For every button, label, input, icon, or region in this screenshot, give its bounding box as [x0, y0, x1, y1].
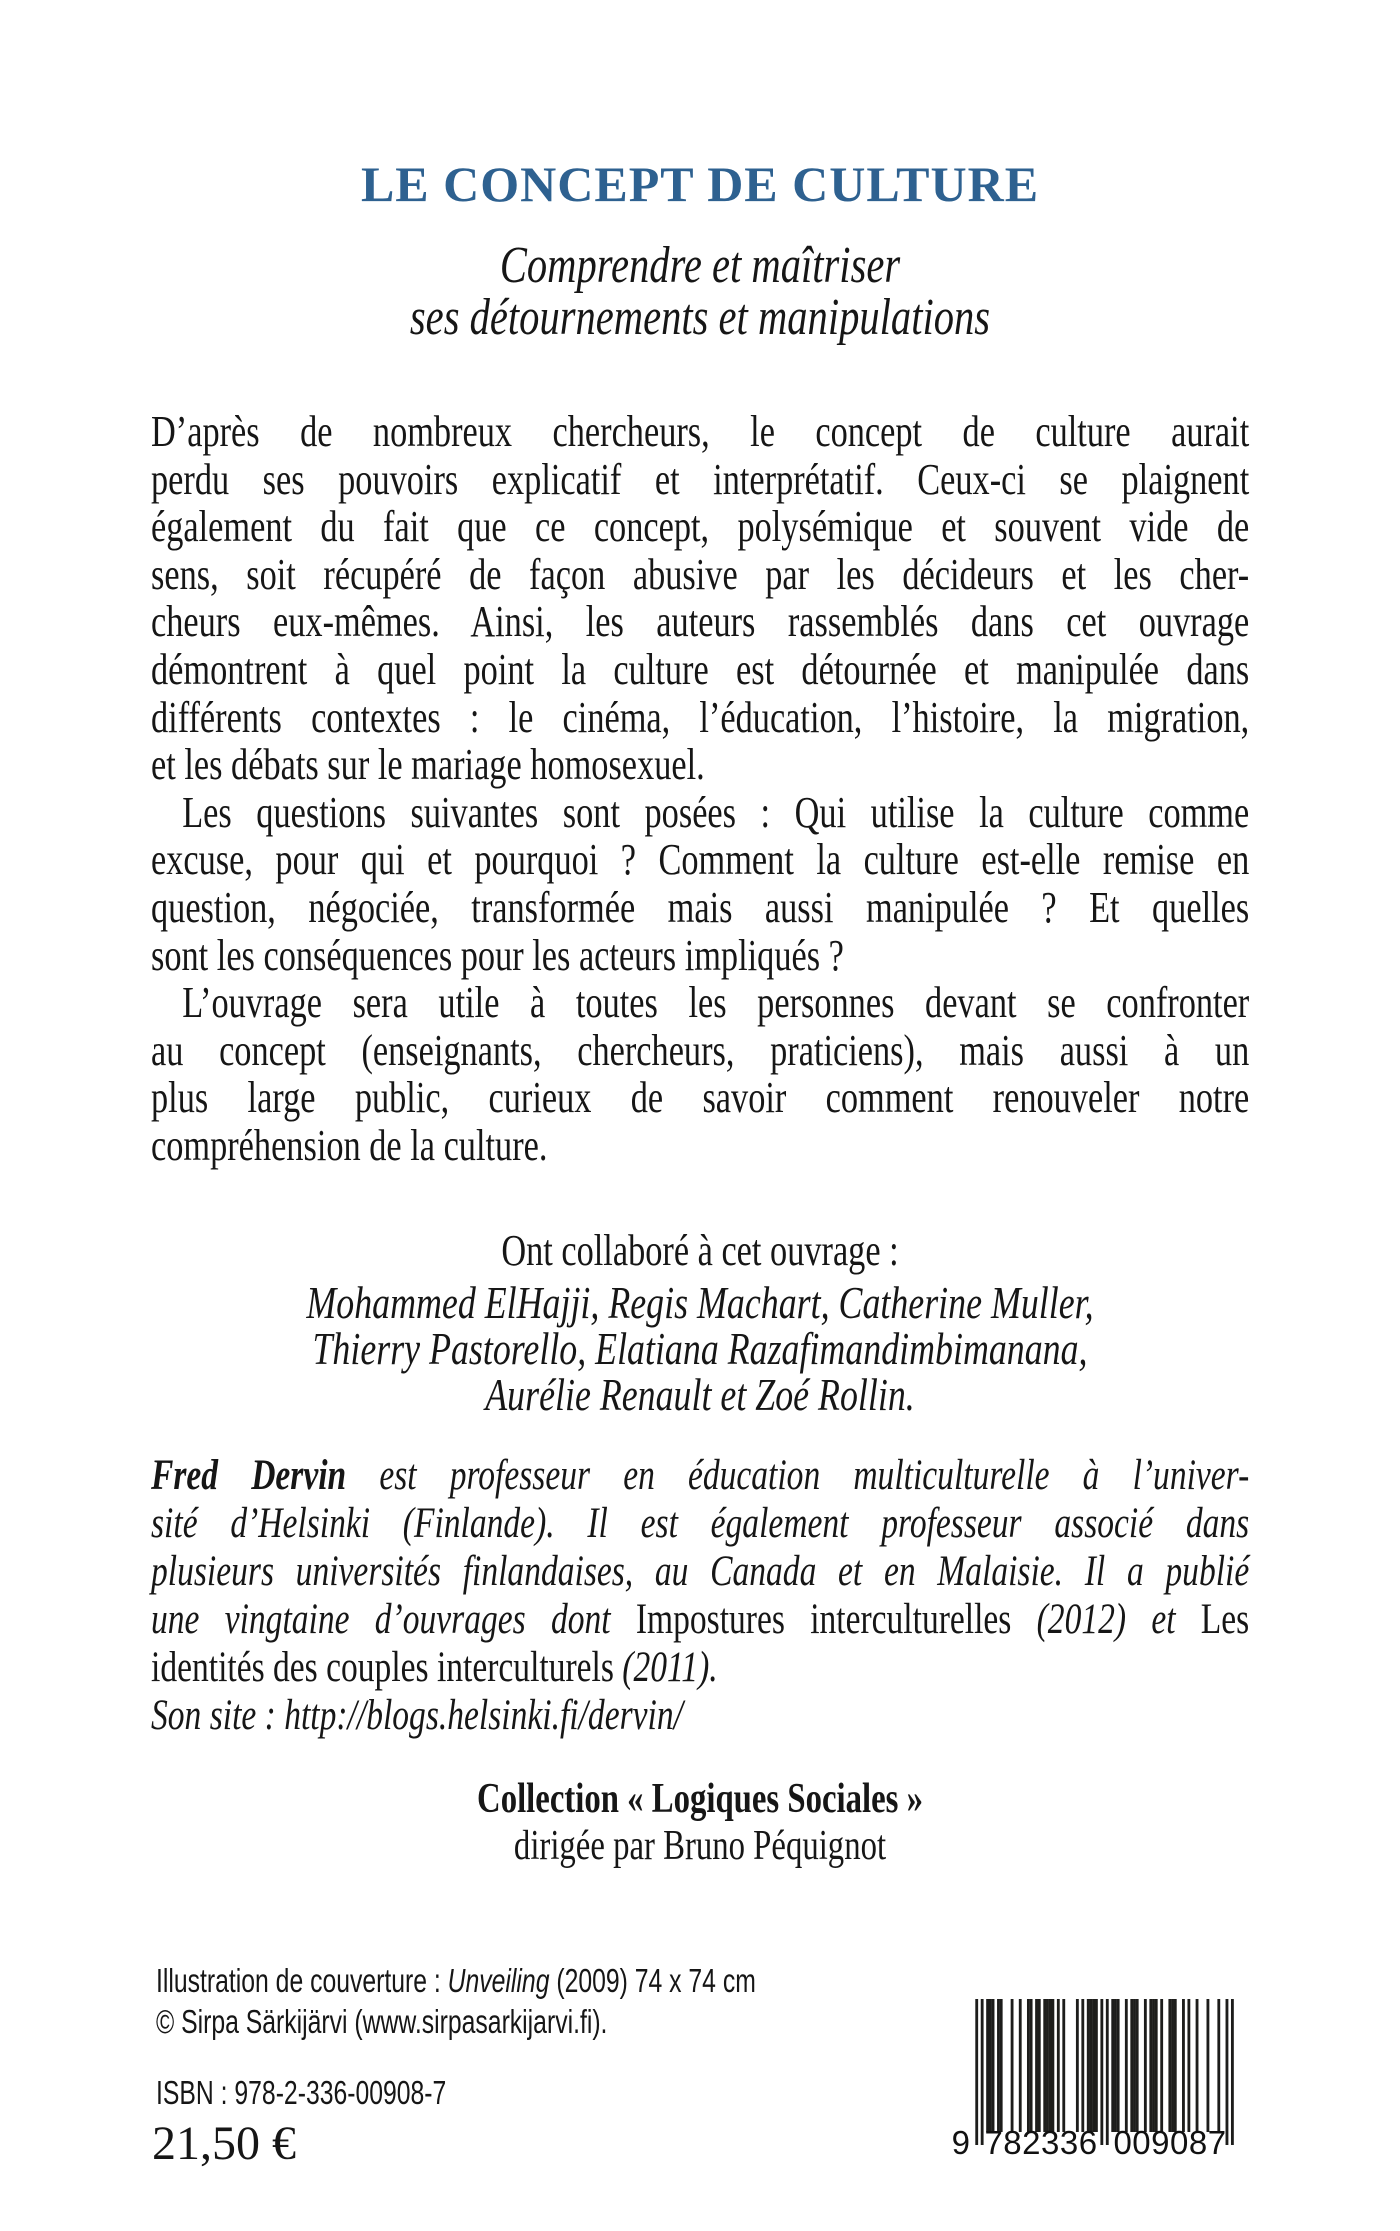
copyright-line: © Sirpa Särkijärvi (www.sirpasarkijarvi.fi).	[156, 2003, 608, 2040]
bio-line: une vingtaine d’ouvrages dont Impostures interculturelles (2012) et Les	[151, 1596, 1250, 1643]
illustration-credit-line: Illustration de couverture : Unveiling (2009) 74 x 74 cm	[156, 1962, 756, 1999]
collection-name: Collection « Logiques Sociales »	[477, 1776, 923, 1822]
book-reference: Les	[1200, 1596, 1250, 1643]
blurb-line: plus large public, curieux de savoir comment renouveler notre	[151, 1073, 1250, 1123]
barcode-digits-right: 009087	[1113, 2124, 1227, 2161]
blurb-line: excuse, pour qui et pourquoi ? Comment la culture est-elle remise en	[151, 835, 1250, 885]
bio-line: Fred Dervin est professeur en éducation multiculturelle à l’univer-	[151, 1452, 1250, 1499]
artwork-title: Unveiling	[447, 1962, 550, 1999]
bio-line: identités des couples interculturels (2011).	[151, 1644, 718, 1691]
author-website: Son site : http://blogs.helsinki.fi/dervin/	[151, 1692, 683, 1739]
subtitle-line-1: Comprendre et maîtriser	[499, 237, 901, 294]
contributors-list	[154, 1277, 1246, 1420]
barcode-digits-left: 782336	[984, 2124, 1098, 2161]
blurb-line: cheurs eux-mêmes. Ainsi, les auteurs rassemblés dans cet ouvrage	[151, 597, 1250, 647]
author-bio	[151, 1452, 1249, 1740]
blurb-line: compréhension de la culture.	[151, 1120, 548, 1170]
blurb-line: perdu ses pouvoirs explicatif et interprétatif. Ceux-ci se plaignent	[151, 454, 1250, 504]
subtitle-line-2: ses détournements et manipulations	[409, 289, 991, 346]
blurb-line: démontrent à quel point la culture est détournée et manipulée dans	[151, 644, 1250, 694]
bio-line: sité d’Helsinki (Finlande). Il est également professeur associé dans	[151, 1500, 1250, 1547]
blurb-line: Les questions suivantes sont posées : Qui utilise la culture comme	[182, 787, 1250, 837]
barcode-digit-lead: 9	[951, 2124, 970, 2161]
cover-illustration-credit	[156, 1960, 756, 2042]
author-name: Fred Dervin	[151, 1452, 347, 1499]
book-title: LE CONCEPT DE CULTURE	[360, 156, 1040, 212]
contributor-line: Aurélie Renault et Zoé Rollin.	[485, 1369, 915, 1420]
contributor-line: Thierry Pastorello, Elatiana Razafimandimbimanana,	[312, 1323, 1088, 1374]
collection-info	[154, 1776, 1246, 1870]
blurb-line: au concept (enseignants, chercheurs, praticiens), mais aussi à un	[151, 1025, 1250, 1075]
book-reference: Impostures interculturelles	[635, 1596, 1037, 1643]
blurb-line: sont les conséquences pour les acteurs impliqués ?	[151, 930, 844, 980]
blurb-line: différents contextes : le cinéma, l’éducation, l’histoire, la migration,	[151, 692, 1250, 742]
ean13-barcode	[940, 1999, 1240, 2159]
blurb-line: question, négociée, transformée mais aussi manipulée ? Et quelles	[151, 882, 1250, 932]
bio-line: plusieurs universités finlandaises, au Canada et en Malaisie. Il a publié	[151, 1548, 1250, 1595]
price: 21,50 €	[152, 2117, 296, 2170]
collection-director: dirigée par Bruno Péquignot	[513, 1823, 887, 1869]
book-subtitle	[154, 237, 1246, 346]
back-cover-blurb	[151, 408, 1249, 1170]
isbn: ISBN : 978-2-336-00908-7	[156, 2074, 447, 2111]
blurb-line: sens, soit récupéré de façon abusive par les décideurs et les cher-	[151, 549, 1250, 599]
blurb-line: également du fait que ce concept, polysémique et souvent vide de	[151, 502, 1250, 552]
contributor-line: Mohammed ElHajji, Regis Machart, Catherine Muller,	[306, 1277, 1094, 1328]
blurb-line: L’ouvrage sera utile à toutes les personnes devant se confronter	[182, 978, 1250, 1028]
blurb-line: et les débats sur le mariage homosexuel.	[151, 740, 705, 790]
contributors-heading: Ont collaboré à cet ouvrage :	[501, 1226, 899, 1275]
book-reference: identités des couples interculturels	[151, 1644, 623, 1691]
blurb-line: D’après de nombreux chercheurs, le concept de culture aurait	[151, 407, 1250, 456]
